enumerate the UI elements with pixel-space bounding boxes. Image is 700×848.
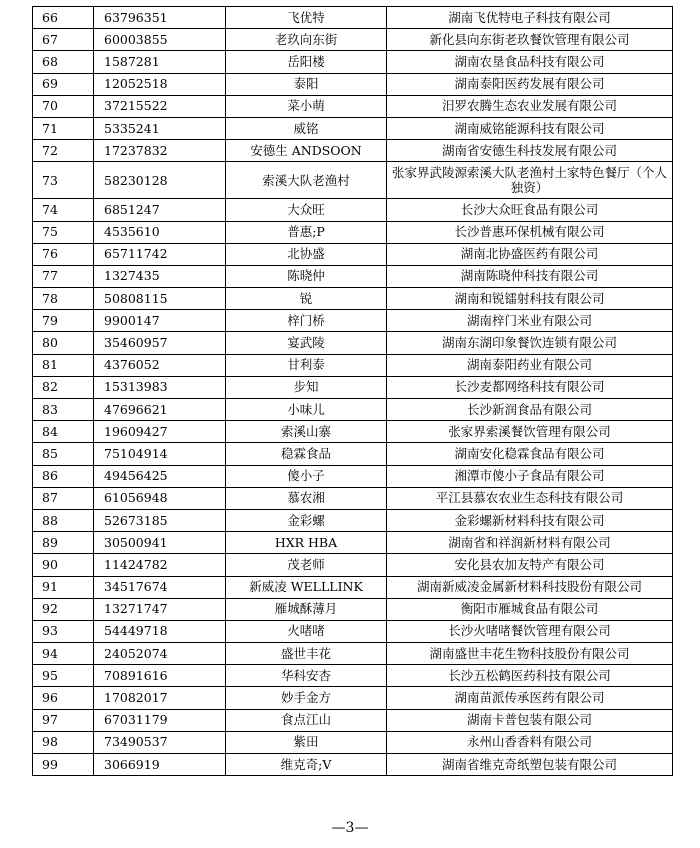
table-row [33, 665, 673, 687]
trademark-name: 威铭 [226, 117, 387, 139]
table-row [33, 465, 673, 487]
registration-number: 9900147 [94, 310, 226, 332]
company-name: 金彩螺新材料科技有限公司 [387, 509, 673, 531]
table-row [33, 509, 673, 531]
row-number: 98 [33, 731, 94, 753]
trademark-name: 维克奇;V [226, 754, 387, 776]
row-number: 83 [33, 399, 94, 421]
registration-number: 4376052 [94, 354, 226, 376]
company-name: 安化县农加友特产有限公司 [387, 554, 673, 576]
trademark-name: 梓门桥 [226, 310, 387, 332]
trademark-name: 傻小子 [226, 465, 387, 487]
registration-number: 52673185 [94, 509, 226, 531]
trademark-name: 步知 [226, 376, 387, 398]
table-row [33, 288, 673, 310]
company-name: 湖南泰阳医药发展有限公司 [387, 73, 673, 95]
company-name: 湖南省安德生科技发展有限公司 [387, 140, 673, 162]
row-number: 76 [33, 243, 94, 265]
row-number: 77 [33, 265, 94, 287]
company-name: 湖南盛世丰花生物科技股份有限公司 [387, 643, 673, 665]
table-row [33, 443, 673, 465]
company-name: 长沙新润食品有限公司 [387, 399, 673, 421]
table-row [33, 554, 673, 576]
row-number: 87 [33, 487, 94, 509]
company-name: 平江县慕农农业生态科技有限公司 [387, 487, 673, 509]
registration-number: 5335241 [94, 117, 226, 139]
row-number: 89 [33, 532, 94, 554]
company-name: 湖南卡普包装有限公司 [387, 709, 673, 731]
registration-number: 24052074 [94, 643, 226, 665]
table-row [33, 117, 673, 139]
trademark-name: 食点江山 [226, 709, 387, 731]
registration-number: 47696621 [94, 399, 226, 421]
registration-number: 50808115 [94, 288, 226, 310]
company-name: 湖南农垦食品科技有限公司 [387, 51, 673, 73]
trademark-name: 岳阳楼 [226, 51, 387, 73]
row-number: 75 [33, 221, 94, 243]
registration-number: 75104914 [94, 443, 226, 465]
registration-number: 19609427 [94, 421, 226, 443]
trademark-name: 新威凌 WELLLINK [226, 576, 387, 598]
registration-number: 11424782 [94, 554, 226, 576]
trademark-name: 菜小萌 [226, 95, 387, 117]
trademark-name: 华科安杏 [226, 665, 387, 687]
row-number: 79 [33, 310, 94, 332]
table-row [33, 709, 673, 731]
trademark-name: 陈晓仲 [226, 265, 387, 287]
table-row [33, 354, 673, 376]
row-number: 82 [33, 376, 94, 398]
company-name: 湖南北协盛医药有限公司 [387, 243, 673, 265]
company-name: 湖南泰阳药业有限公司 [387, 354, 673, 376]
row-number: 71 [33, 117, 94, 139]
page-number: —3— [331, 820, 369, 836]
registration-number: 54449718 [94, 620, 226, 642]
table-row [33, 532, 673, 554]
registration-number: 3066919 [94, 754, 226, 776]
row-number: 70 [33, 95, 94, 117]
trademark-name: 火啫啫 [226, 620, 387, 642]
registration-number: 70891616 [94, 665, 226, 687]
registration-number: 73490537 [94, 731, 226, 753]
row-number: 93 [33, 620, 94, 642]
table-row [33, 399, 673, 421]
company-name: 湖南苗派传承医药有限公司 [387, 687, 673, 709]
table-row [33, 265, 673, 287]
registration-number: 61056948 [94, 487, 226, 509]
trademark-name: 金彩螺 [226, 509, 387, 531]
table-row [33, 754, 673, 776]
trademark-name: 索溪山寨 [226, 421, 387, 443]
registration-number: 67031179 [94, 709, 226, 731]
trademark-name: 宴武陵 [226, 332, 387, 354]
registration-number: 17082017 [94, 687, 226, 709]
registration-number: 13271747 [94, 598, 226, 620]
table-row [33, 140, 673, 162]
company-name: 永州山香香料有限公司 [387, 731, 673, 753]
trademark-name: 飞优特 [226, 7, 387, 29]
company-name: 长沙普惠环保机械有限公司 [387, 221, 673, 243]
registration-number: 49456425 [94, 465, 226, 487]
registration-number: 37215522 [94, 95, 226, 117]
registration-number: 15313983 [94, 376, 226, 398]
trademark-name: 盛世丰花 [226, 643, 387, 665]
table-row [33, 643, 673, 665]
company-name: 湖南梓门米业有限公司 [387, 310, 673, 332]
company-name: 张家界武陵源索溪大队老渔村土家特色餐厅（个人独资） [387, 162, 673, 199]
table-row [33, 598, 673, 620]
company-name: 湖南和锐镭射科技有限公司 [387, 288, 673, 310]
company-name: 湘潭市傻小子食品有限公司 [387, 465, 673, 487]
table-row [33, 421, 673, 443]
company-name: 长沙麦都网络科技有限公司 [387, 376, 673, 398]
trademark-name: 小味儿 [226, 399, 387, 421]
table-row [33, 221, 673, 243]
company-name: 长沙大众旺食品有限公司 [387, 199, 673, 221]
row-number: 80 [33, 332, 94, 354]
trademark-name: 雁城酥薄月 [226, 598, 387, 620]
row-number: 95 [33, 665, 94, 687]
table-row [33, 73, 673, 95]
table-row [33, 376, 673, 398]
registration-number: 35460957 [94, 332, 226, 354]
company-name: 湖南东湖印象餐饮连锁有限公司 [387, 332, 673, 354]
row-number: 96 [33, 687, 94, 709]
trademark-name: HXR HBA [226, 532, 387, 554]
registration-number: 63796351 [94, 7, 226, 29]
table-row [33, 310, 673, 332]
row-number: 88 [33, 509, 94, 531]
company-name: 汨罗农腾生态农业发展有限公司 [387, 95, 673, 117]
row-number: 66 [33, 7, 94, 29]
row-number: 81 [33, 354, 94, 376]
row-number: 69 [33, 73, 94, 95]
trademark-name: 索溪大队老渔村 [226, 162, 387, 199]
company-name: 湖南省维克奇纸塑包装有限公司 [387, 754, 673, 776]
row-number: 90 [33, 554, 94, 576]
trademark-name: 北协盛 [226, 243, 387, 265]
trademark-name: 稳霖食品 [226, 443, 387, 465]
table-row [33, 687, 673, 709]
company-name: 湖南安化稳霖食品有限公司 [387, 443, 673, 465]
trademark-name: 老玖向东街 [226, 29, 387, 51]
company-name: 湖南陈晓仲科技有限公司 [387, 265, 673, 287]
trademark-name: 妙手金方 [226, 687, 387, 709]
row-number: 68 [33, 51, 94, 73]
row-number: 85 [33, 443, 94, 465]
registration-number: 4535610 [94, 221, 226, 243]
registration-number: 17237832 [94, 140, 226, 162]
company-name: 衡阳市雁城食品有限公司 [387, 598, 673, 620]
row-number: 84 [33, 421, 94, 443]
row-number: 94 [33, 643, 94, 665]
company-name: 张家界索溪餐饮管理有限公司 [387, 421, 673, 443]
trademark-table [32, 6, 673, 776]
company-name: 长沙火啫啫餐饮管理有限公司 [387, 620, 673, 642]
registration-number: 6851247 [94, 199, 226, 221]
trademark-name: 泰阳 [226, 73, 387, 95]
company-name: 湖南威铭能源科技有限公司 [387, 117, 673, 139]
table-row [33, 620, 673, 642]
registration-number: 58230128 [94, 162, 226, 199]
registration-number: 1587281 [94, 51, 226, 73]
table-row [33, 29, 673, 51]
trademark-name: 甘利泰 [226, 354, 387, 376]
trademark-name: 锐 [226, 288, 387, 310]
row-number: 97 [33, 709, 94, 731]
row-number: 92 [33, 598, 94, 620]
trademark-name: 普惠;P [226, 221, 387, 243]
table-row [33, 576, 673, 598]
table-row [33, 162, 673, 199]
trademark-name: 大众旺 [226, 199, 387, 221]
registration-number: 1327435 [94, 265, 226, 287]
row-number: 86 [33, 465, 94, 487]
row-number: 72 [33, 140, 94, 162]
table-row [33, 332, 673, 354]
registration-number: 34517674 [94, 576, 226, 598]
row-number: 74 [33, 199, 94, 221]
table-row [33, 243, 673, 265]
row-number: 78 [33, 288, 94, 310]
trademark-name: 紫田 [226, 731, 387, 753]
table-row [33, 731, 673, 753]
table-row [33, 95, 673, 117]
table-row [33, 199, 673, 221]
company-name: 湖南新威凌金属新材料科技股份有限公司 [387, 576, 673, 598]
row-number: 73 [33, 162, 94, 199]
row-number: 67 [33, 29, 94, 51]
registration-number: 60003855 [94, 29, 226, 51]
trademark-name: 茂老师 [226, 554, 387, 576]
registration-number: 65711742 [94, 243, 226, 265]
table-row [33, 487, 673, 509]
registration-number: 12052518 [94, 73, 226, 95]
company-name: 新化县向东街老玖餐饮管理有限公司 [387, 29, 673, 51]
trademark-name: 安德生 ANDSOON [226, 140, 387, 162]
registration-number: 30500941 [94, 532, 226, 554]
trademark-name: 慕农湘 [226, 487, 387, 509]
table-body [33, 7, 673, 776]
company-name: 湖南省和祥润新材料有限公司 [387, 532, 673, 554]
row-number: 91 [33, 576, 94, 598]
row-number: 99 [33, 754, 94, 776]
table-row [33, 7, 673, 29]
company-name: 长沙五松鹤医药科技有限公司 [387, 665, 673, 687]
table-row [33, 51, 673, 73]
company-name: 湖南飞优特电子科技有限公司 [387, 7, 673, 29]
